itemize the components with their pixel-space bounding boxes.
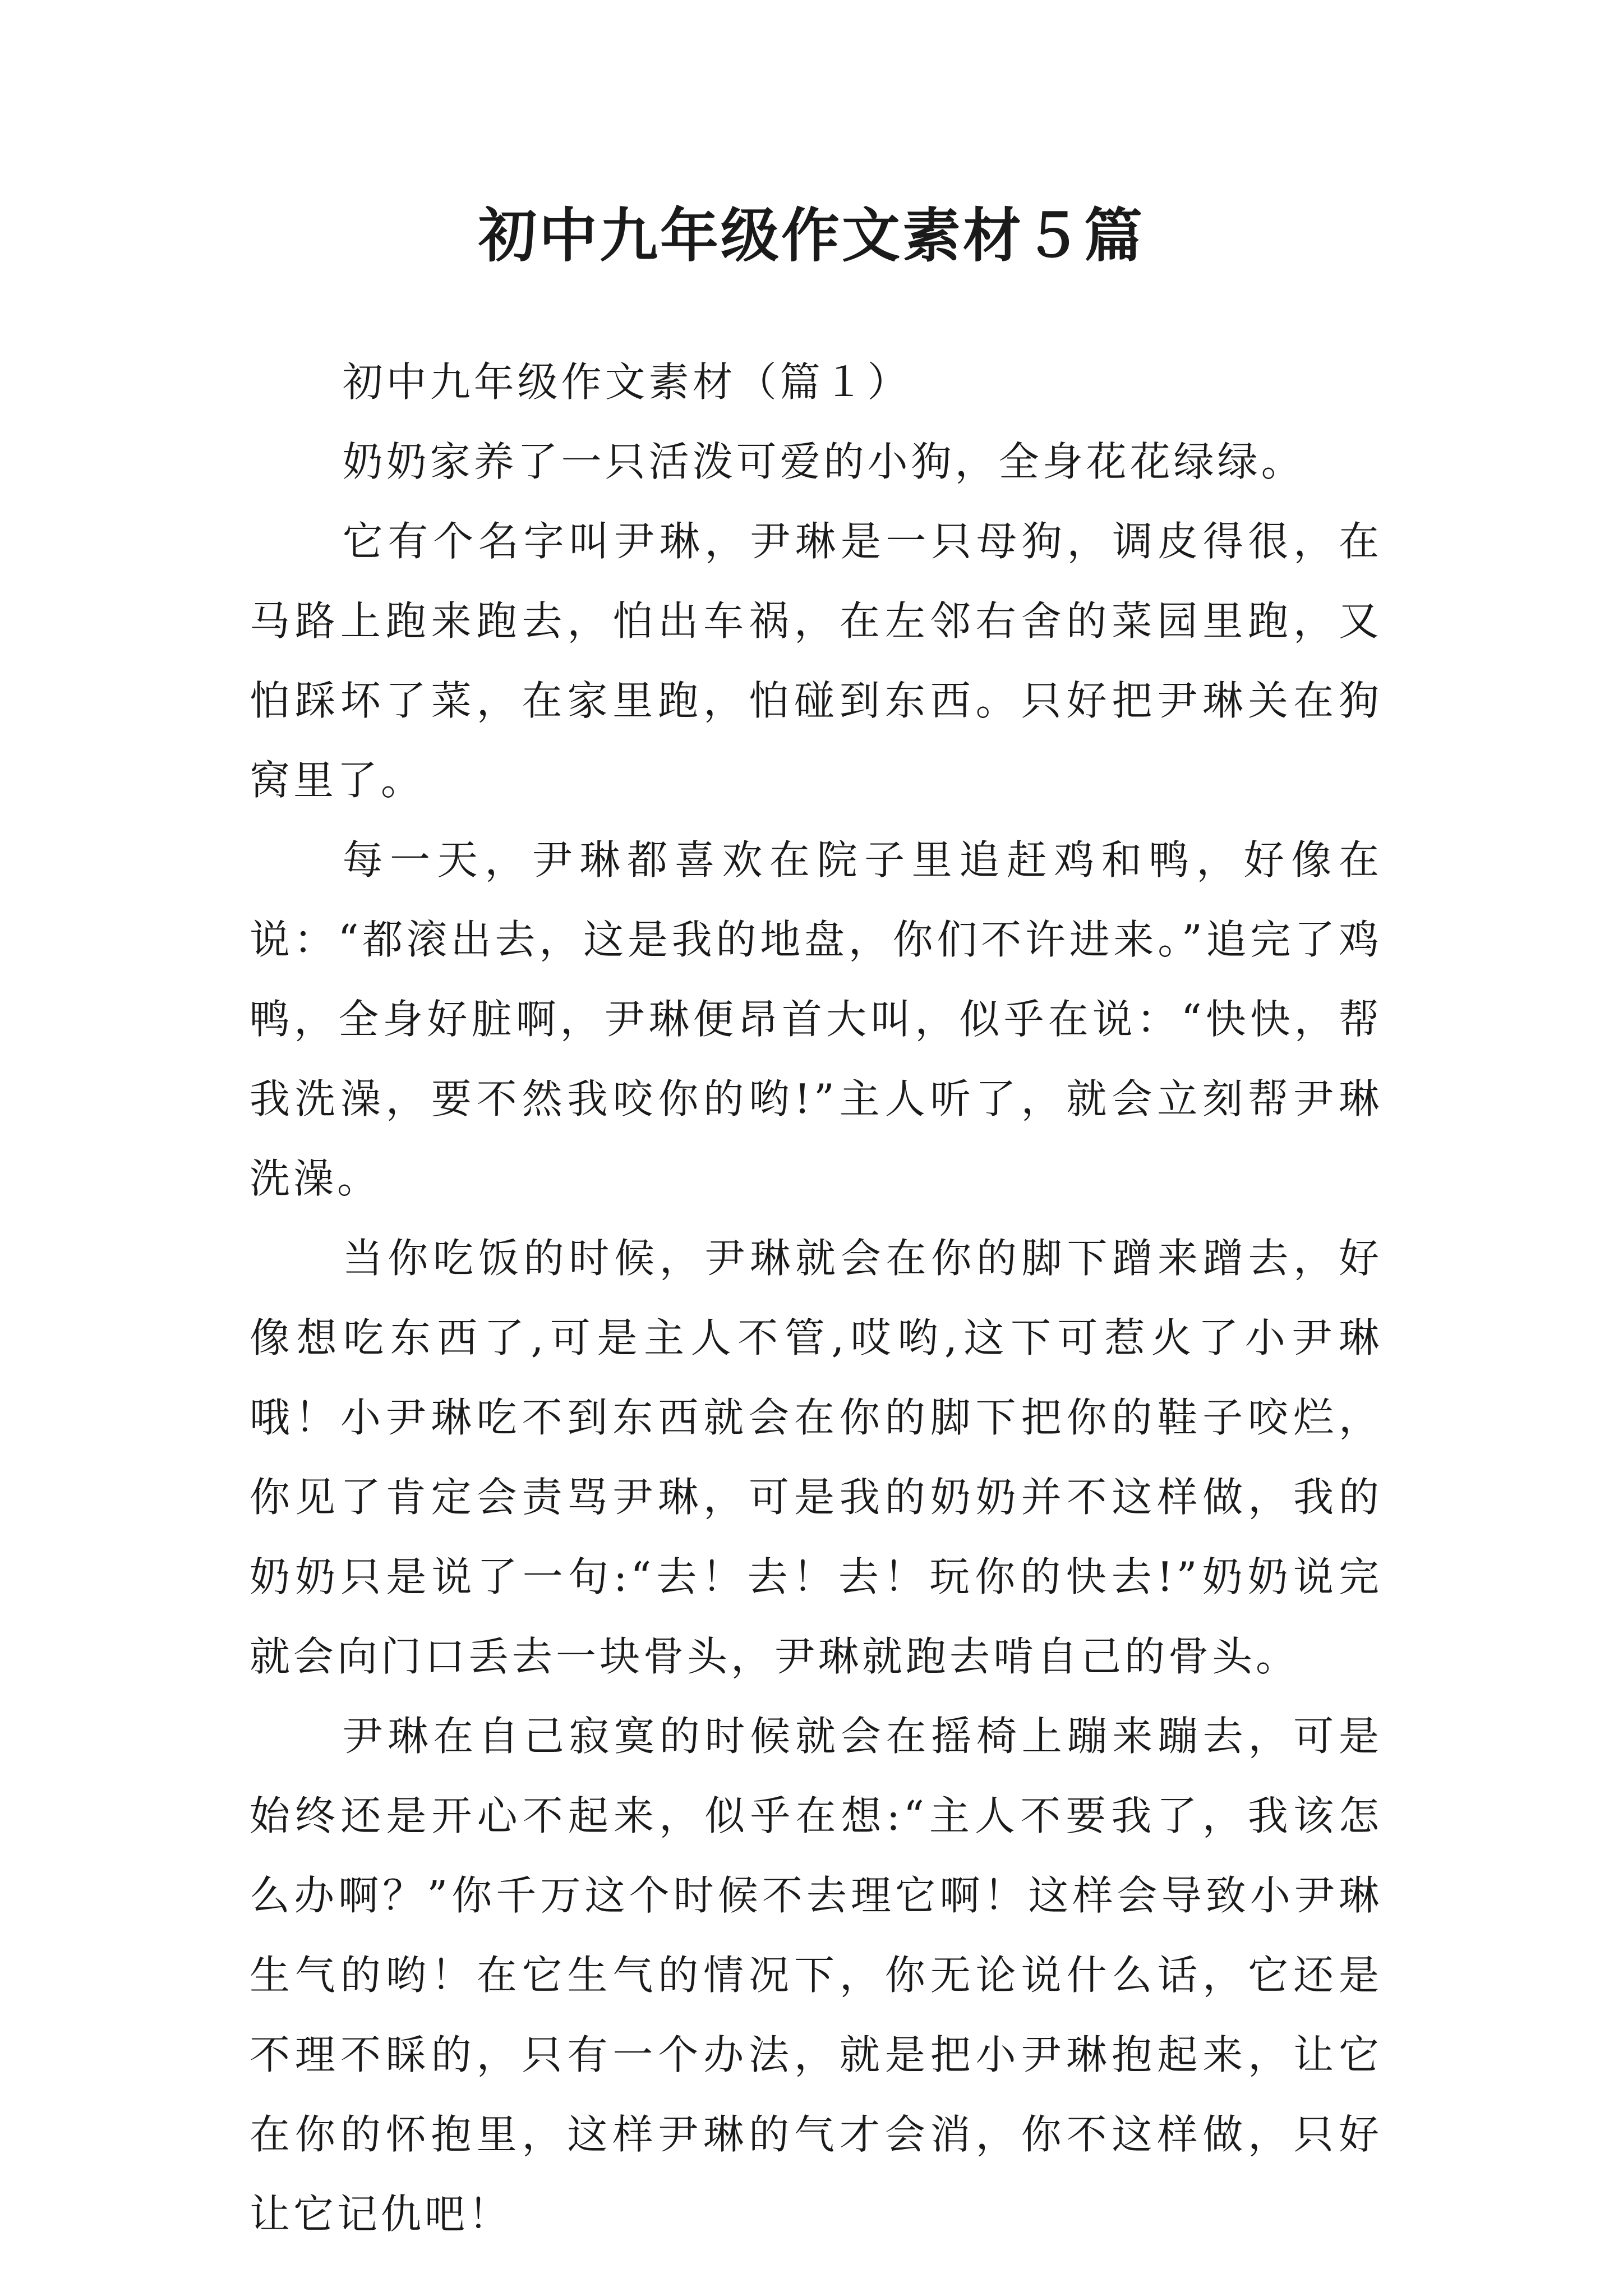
document-body (250, 342, 1382, 2254)
paragraph: 每一天，尹琳都喜欢在院子里追赶鸡和鸭，好像在说：“都滚出去，这是我的地盘，你们不许进来。”追完了鸡鸭，全身好脏啊，尹琳便昂首大叫，似乎在说：“快快，帮我洗澡，要不然我咬你的哟!”主人听了，就会立刻帮尹琳洗澡。 (250, 836, 1382, 1202)
paragraph: 尹琳在自己寂寞的时候就会在摇椅上蹦来蹦去，可是始终还是开心不起来，似乎在想:“主人不要我了，我该怎么办啊？”你千万这个时候不去理它啊！这样会导致小尹琳生气的哟！在它生气的情况下，你无论说什么话，它还是不理不睬的，只有一个办法，就是把小尹琳抱起来，让它在你的怀抱里，这样尹琳的气才会消，你不这样做，只好让它记仇吧！ (250, 1713, 1382, 2238)
section-heading: 初中九年级作文素材（篇１） (342, 358, 911, 406)
paragraph: 当你吃饭的时候，尹琳就会在你的脚下蹭来蹭去，好像想吃东西了,可是主人不管,哎哟,这下可惹火了小尹琳哦！小尹琳吃不到东西就会在你的脚下把你的鞋子咬烂，你见了肯定会责骂尹琳，可是我的奶奶并不这样做，我的奶奶只是说了一句:“去！去！去！玩你的快去!”奶奶说完就会向门口丢去一块骨头，尹琳就跑去啃自己的骨头。 (250, 1235, 1382, 1680)
document-title: 初中九年级作文素材５篇 (478, 201, 1145, 270)
paragraph: 奶奶家养了一只活泼可爱的小狗，全身花花绿绿。 (342, 438, 1305, 485)
paragraph: 它有个名字叫尹琳，尹琳是一只母狗，调皮得很，在马路上跑来跑去，怕出车祸，在左邻右舍的菜园里跑，又怕踩坏了菜，在家里跑，怕碰到东西。只好把尹琳关在狗窝里了。 (250, 518, 1382, 804)
